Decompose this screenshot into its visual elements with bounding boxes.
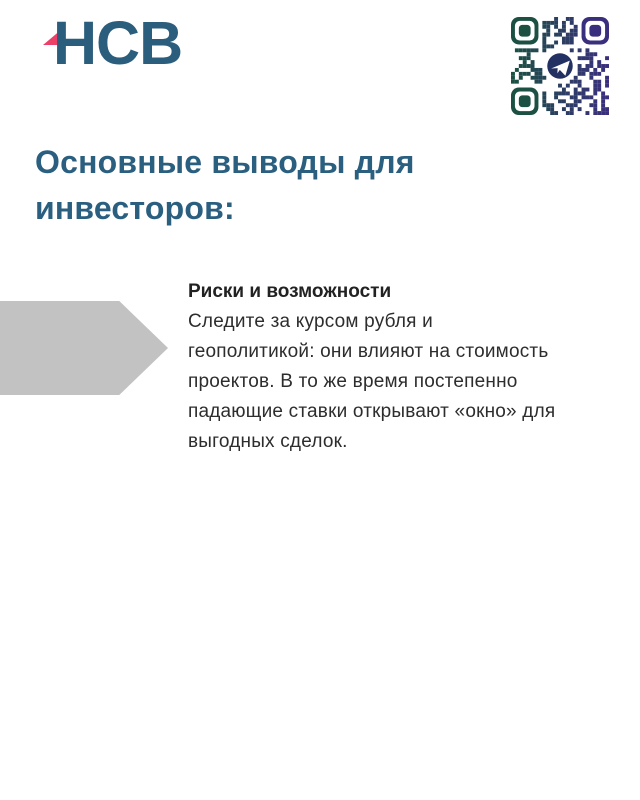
callout-title: Риски и возможности	[188, 281, 392, 302]
logo-text: НСВ	[53, 9, 183, 77]
callout-body: Следите за курсом рубля и геополитикой: они влияют на стоимость проектов. В то же время постепенно падающие ставки открывают «окно» для выгодных сделок.	[188, 311, 556, 452]
page-title: Основные выводы для инвесторов:	[35, 144, 415, 226]
callout-block	[188, 277, 560, 457]
telegram-qr-code	[509, 17, 611, 115]
qr-code-image	[509, 17, 611, 115]
arrow-bullet-icon	[0, 301, 168, 395]
brand-logo	[40, 9, 210, 92]
